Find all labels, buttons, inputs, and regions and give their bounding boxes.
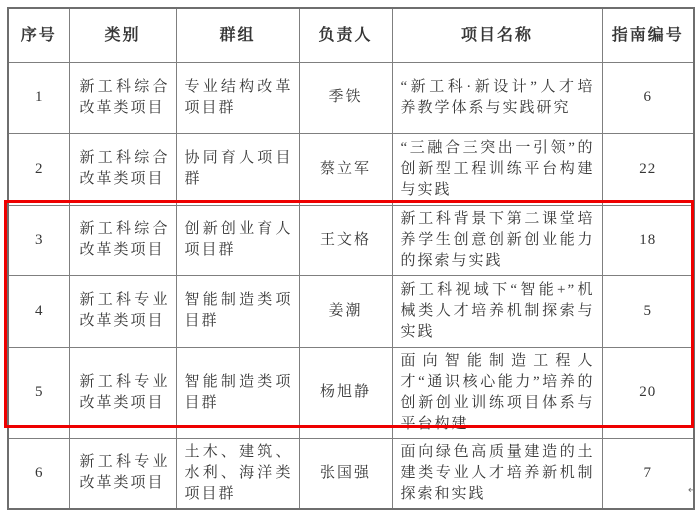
cell-group: 协同育人项目群 xyxy=(176,133,299,205)
cell-guide-no: 18 xyxy=(602,205,694,275)
cell-no: 3 xyxy=(8,205,69,275)
cell-project: 面向智能制造工程人才“通识核心能力”培养的创新创业训练项目体系与平台构建 xyxy=(392,347,602,438)
cell-category: 新工科综合改革类项目 xyxy=(69,133,176,205)
cell-category: 新工科专业改革类项目 xyxy=(69,438,176,509)
cell-leader: 姜潮 xyxy=(299,275,392,347)
cell-guide-no: 20 xyxy=(602,347,694,438)
cell-guide-no: 22 xyxy=(602,133,694,205)
cell-leader: 杨旭静 xyxy=(299,347,392,438)
cell-category: 新工科综合改革类项目 xyxy=(69,205,176,275)
cell-project: “新工科·新设计”人才培养教学体系与实践研究 xyxy=(392,62,602,133)
table-row xyxy=(8,62,694,133)
cell-guide-no: 7 xyxy=(602,438,694,509)
cell-category: 新工科专业改革类项目 xyxy=(69,275,176,347)
table-row xyxy=(8,205,694,275)
cell-leader: 张国强 xyxy=(299,438,392,509)
paragraph-mark-icon: ↵ xyxy=(688,485,697,496)
cell-no: 1 xyxy=(8,62,69,133)
cell-no: 5 xyxy=(8,347,69,438)
cell-group: 土木、建筑、水利、海洋类项目群 xyxy=(176,438,299,509)
cell-group: 智能制造类项目群 xyxy=(176,347,299,438)
col-header-group: 群组 xyxy=(176,8,299,62)
table-row xyxy=(8,133,694,205)
col-header-category: 类别 xyxy=(69,8,176,62)
cell-category: 新工科综合改革类项目 xyxy=(69,62,176,133)
col-header-no: 序号 xyxy=(8,8,69,62)
cell-guide-no: 6 xyxy=(602,62,694,133)
cell-group: 创新创业育人项目群 xyxy=(176,205,299,275)
cell-project: 面向绿色高质量建造的土建类专业人才培养新机制探索和实践 xyxy=(392,438,602,509)
cell-leader: 季铁 xyxy=(299,62,392,133)
project-table xyxy=(7,7,695,510)
table-row xyxy=(8,347,694,438)
cell-guide-no: 5 xyxy=(602,275,694,347)
cell-no: 2 xyxy=(8,133,69,205)
cell-category: 新工科专业改革类项目 xyxy=(69,347,176,438)
col-header-guide-no: 指南编号 xyxy=(602,8,694,62)
cell-leader: 蔡立军 xyxy=(299,133,392,205)
cell-project: 新工科视域下“智能+”机械类人才培养机制探索与实践 xyxy=(392,275,602,347)
cell-no: 4 xyxy=(8,275,69,347)
table-row xyxy=(8,438,694,509)
cell-leader: 王文格 xyxy=(299,205,392,275)
cell-project: “三融合三突出一引领”的创新型工程训练平台构建与实践 xyxy=(392,133,602,205)
cell-group: 专业结构改革项目群 xyxy=(176,62,299,133)
table-row xyxy=(8,275,694,347)
cell-no: 6 xyxy=(8,438,69,509)
header-row xyxy=(8,8,694,62)
cell-group: 智能制造类项目群 xyxy=(176,275,299,347)
col-header-leader: 负责人 xyxy=(299,8,392,62)
col-header-project: 项目名称 xyxy=(392,8,602,62)
cell-project: 新工科背景下第二课堂培养学生创意创新创业能力的探索与实践 xyxy=(392,205,602,275)
